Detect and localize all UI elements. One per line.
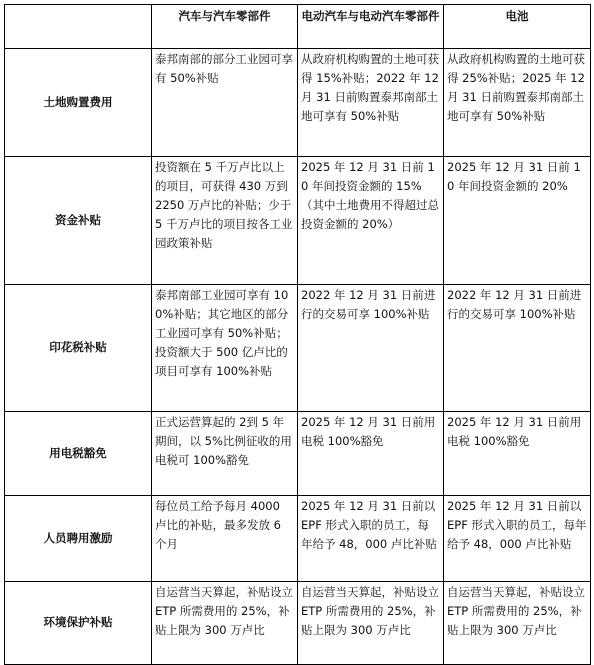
- table-cell: 2025 年 12 月 31 日前用电税 100%豁免: [444, 412, 591, 496]
- table-cell: 2025 年 12 月 31 日前 10 年间投资金额的 15%（其中土地费用不得超过总投资金额的 20%）: [298, 157, 444, 285]
- header-row: [5, 5, 591, 49]
- table-cell: 每位员工给予每月 4000 卢比的补贴，最多发放 6 个月: [152, 496, 298, 582]
- table-cell: 投资额在 5 千万卢比以上的项目，可获得 430 万到 2250 万卢比的补贴；少于 5 千万卢比的项目按各工业园政策补贴: [152, 157, 298, 285]
- header-battery: 电池: [444, 5, 591, 49]
- table-cell: 泰邦南部的部分工业园可享有 50%补贴: [152, 49, 298, 157]
- table-row: [5, 285, 591, 412]
- table-cell: 泰邦南部工业园可享有 100%补贴；其它地区的部分工业园可享有 50%补贴；投资额大于 500 亿卢比的项目可享有 100%补贴: [152, 285, 298, 412]
- table-cell: 2025 年 12 月 31 日前以 EPF 形式入职的员工，每年给予 48，000 卢比补贴: [298, 496, 444, 582]
- header-auto-parts: 汽车与汽车零部件: [152, 5, 298, 49]
- table-cell: 2022 年 12 月 31 日前进行的交易可享 100%补贴: [298, 285, 444, 412]
- row-label: 人员聘用激励: [5, 496, 152, 582]
- table-row: [5, 412, 591, 496]
- table-cell: 自运营当天算起，补贴设立 ETP 所需费用的 25%，补贴上限为 300 万卢比: [298, 582, 444, 665]
- incentives-table: [4, 4, 591, 665]
- table-cell: 自运营当天算起，补贴设立 ETP 所需费用的 25%，补贴上限为 300 万卢比: [152, 582, 298, 665]
- row-label: 土地购置费用: [5, 49, 152, 157]
- row-label: 环境保护补贴: [5, 582, 152, 665]
- table-row: [5, 49, 591, 157]
- table-cell: 从政府机构购置的土地可获得 25%补贴；2025 年 12 月 31 日前购置泰邦南部土地可享有 50%补贴: [444, 49, 591, 157]
- row-label: 用电税豁免: [5, 412, 152, 496]
- table-row: [5, 582, 591, 665]
- table-cell: 从政府机构购置的土地可获得 15%补贴；2022 年 12 月 31 日前购置泰邦南部土地可享有 50%补贴: [298, 49, 444, 157]
- row-label: 资金补贴: [5, 157, 152, 285]
- row-label: 印花税补贴: [5, 285, 152, 412]
- table-cell: 2025 年 12 月 31 日前 10 年间投资金额的 20%: [444, 157, 591, 285]
- header-ev-parts: 电动汽车与电动汽车零部件: [298, 5, 444, 49]
- table-row: [5, 157, 591, 285]
- table-cell: 2025 年 12 月 31 日前用电税 100%豁免: [298, 412, 444, 496]
- header-corner: [5, 5, 152, 49]
- table-row: [5, 496, 591, 582]
- table-cell: 正式运营算起的 2到 5 年期间，以 5%比例征收的用电税可 100%豁免: [152, 412, 298, 496]
- table-cell: 2025 年 12 月 31 日前以 EPF 形式入职的员工，每年给予 48，000 卢比补贴: [444, 496, 591, 582]
- table-cell: 2022 年 12 月 31 日前进行的交易可享 100%补贴: [444, 285, 591, 412]
- table-cell: 自运营当天算起，补贴设立 ETP 所需费用的 25%，补贴上限为 300 万卢比: [444, 582, 591, 665]
